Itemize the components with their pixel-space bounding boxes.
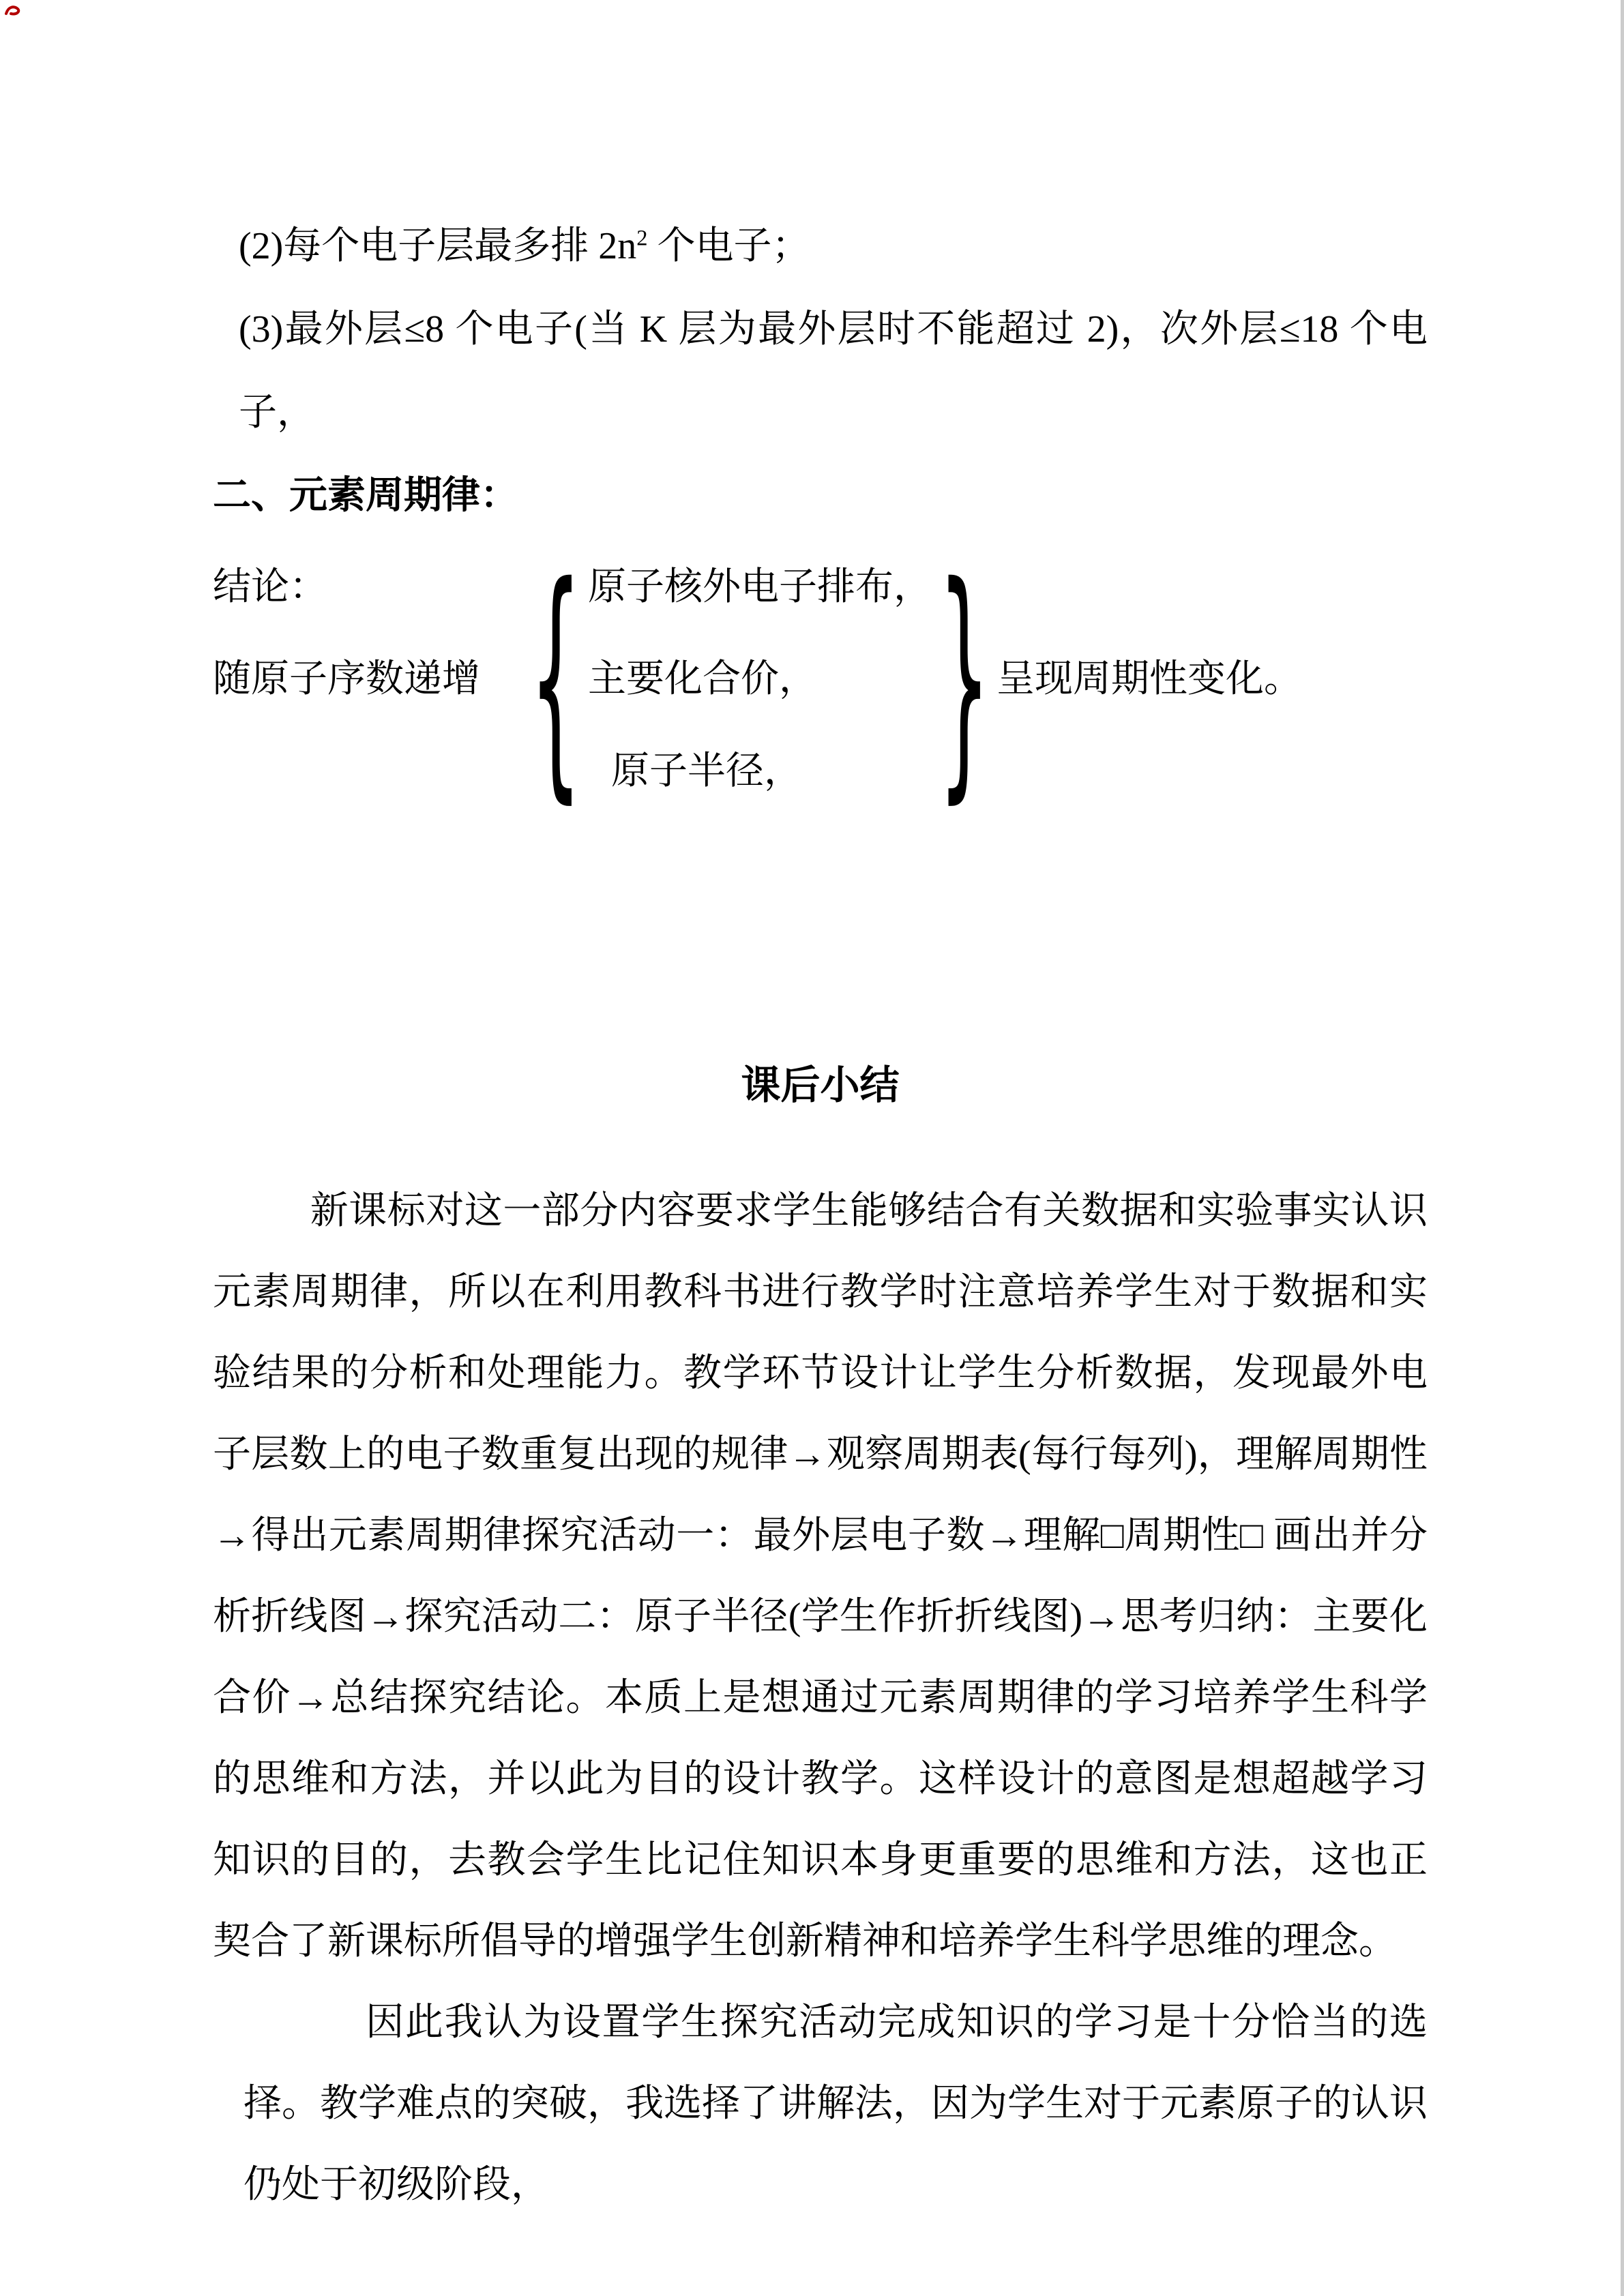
conclusion-brace-diagram [213,534,1428,825]
electron-rule-line-3: (3)最外层≤8 个电子(当 K 层为最外层时不能超过 2)，次外层≤18 个电子， [239,308,1428,434]
left-brace: { [529,534,582,825]
scan-artifact-mark [4,4,25,22]
conclusion-item-electron-arrangement: 原子核外电子排布， [588,566,932,608]
rule-2-text: (2)每个电子层最多排 2n [239,225,637,267]
summary-paragraph-1: 新课标对这一部分内容要求学生能够结合有关数据和实验事实认识元素周期律，所以在利用教科书进行教学时注意培养学生对于数据和实验结果的分析和处理能力。教学环节设计让学生分析数据，发现最外电子层数上的电子数重复出现的规律→观察周期表(每行每列)，理解周期性→得出元素周期律探究活动一：最外层电子数→理解□周期性□ 画出并分析折线图→探究活动二：原子半径(学生作折折线图)→思考归纳：主要化合价→总结探究结论。本质上是想通过元素周期律的学习培养学生科学的思维和方法，并以此为目的设计教学。这样设计的意图是想超越学习知识的目的，去教会学生比记住知识本身更重要的思维和方法，这也正契合了新课标所倡导的增强学生创新精神和培养学生科学思维的理念。 [213,1190,1428,1963]
right-brace: } [938,534,990,825]
rule-2-tail: 个电子； [647,225,810,267]
conclusion-premise: 随原子序数递增 [213,658,480,700]
summary-title: 课后小结 [741,1063,900,1107]
conclusion-item-atomic-radius: 原子半径， [611,750,802,792]
conclusion-label: 结论： [213,566,327,608]
conclusion-result: 呈现周期性变化。 [996,658,1302,700]
superscript-2: 2 [636,226,648,251]
electron-rule-line-2 [213,205,1428,288]
summary-paragraph-2: 因此我认为设置学生探究活动完成知识的学习是十分恰当的选择。教学难点的突破，我选择了讲解法，因为学生对于元素原子的认识仍处于初级阶段， [243,2001,1428,2206]
conclusion-item-valence: 主要化合价， [588,658,817,700]
section-heading-periodic-law: 二、元素周期律： [213,475,518,517]
scan-edge-line [1621,0,1624,2296]
